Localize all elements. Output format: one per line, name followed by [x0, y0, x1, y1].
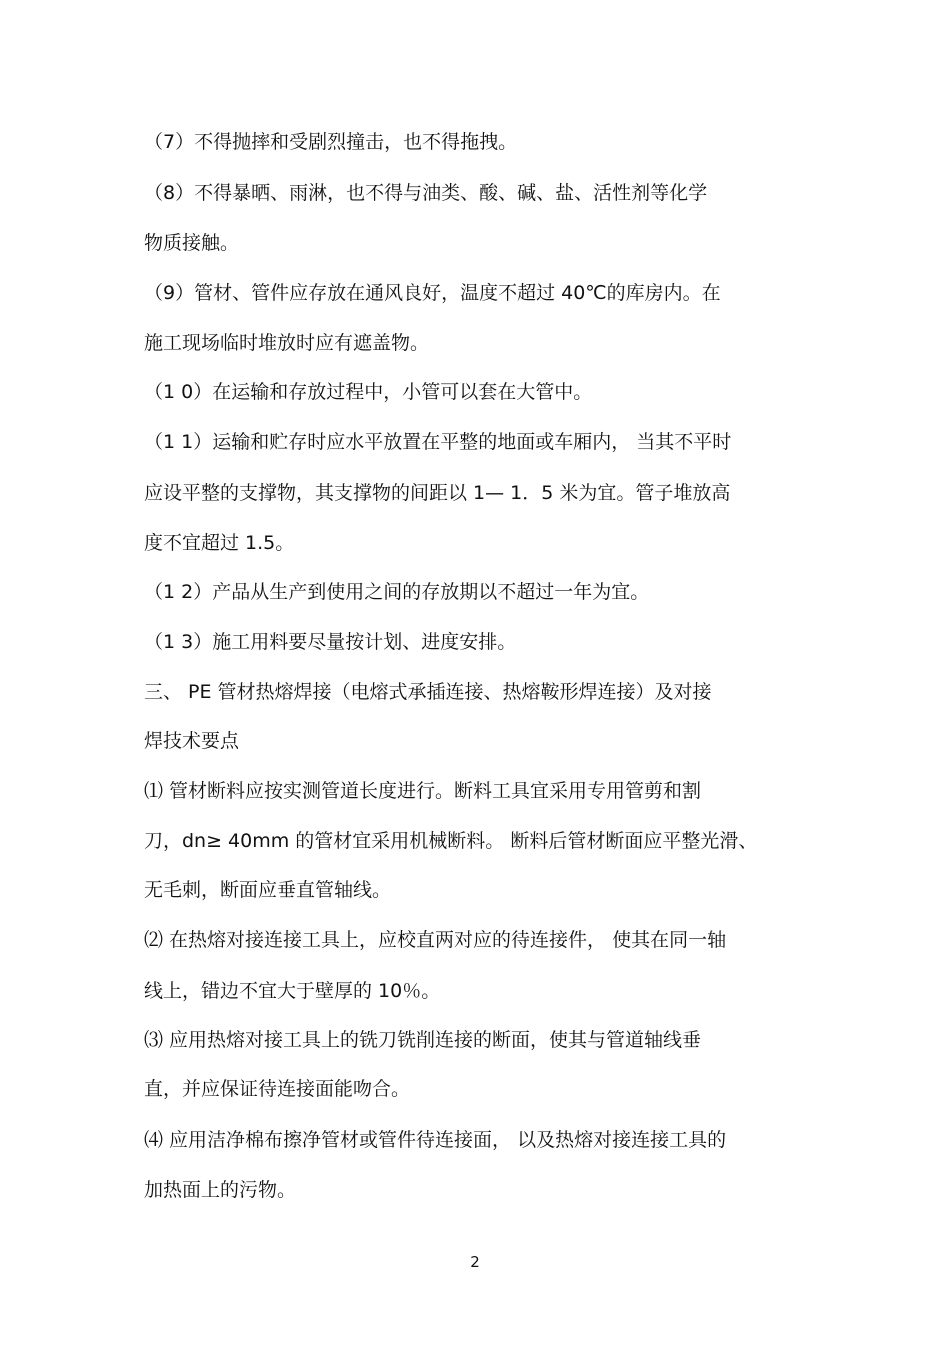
section-heading: 三、 PE 管材热熔焊接（电熔式承插连接、热熔鞍形焊连接）及对接 [144, 681, 712, 703]
text-line: ⑴ 管材断料应按实测管道长度进行。断料工具宜采用专用管剪和割 [144, 780, 702, 802]
page-number: 2 [470, 1253, 480, 1271]
text-line: ⑶ 应用热熔对接工具上的铣刀铣削连接的断面，使其与管道轴线垂 [144, 1029, 702, 1051]
text-line: （9）管材、管件应存放在通风良好，温度不超过 40℃的库房内。在 [144, 282, 721, 304]
text-line: 刀，dn≥ 40mm 的管材宜采用机械断料。 断料后管材断面应平整光滑、 [144, 830, 758, 852]
section-heading: 焊技术要点 [144, 730, 240, 752]
text-line: ⑷ 应用洁净棉布擦净管材或管件待连接面， 以及热熔对接连接工具的 [144, 1129, 727, 1151]
text-line: （1 2）产品从生产到使用之间的存放期以不超过一年为宜。 [144, 581, 650, 603]
text-line: 施工现场临时堆放时应有遮盖物。 [144, 332, 430, 354]
text-line: 度不宜超过 1.5。 [144, 532, 295, 554]
text-line: （8）不得暴晒、雨淋，也不得与油类、酸、碱、盐、活性剂等化学 [144, 182, 708, 204]
text-line: 线上，错边不宜大于壁厚的 10％。 [144, 980, 441, 1002]
text-line: ⑵ 在热熔对接连接工具上，应校直两对应的待连接件， 使其在同一轴 [144, 929, 727, 951]
text-line: （1 3）施工用料要尽量按计划、进度安排。 [144, 631, 517, 653]
text-line: 直，并应保证待连接面能吻合。 [144, 1078, 411, 1100]
text-line: 无毛刺，断面应垂直管轴线。 [144, 879, 392, 901]
text-line: 物质接触。 [144, 232, 240, 254]
text-line: 应设平整的支撑物，其支撑物的间距以 1— 1．5 米为宜。管子堆放高 [144, 482, 731, 504]
text-line: （7）不得抛摔和受剧烈撞击，也不得拖拽。 [144, 131, 518, 153]
text-line: （1 1）运输和贮存时应水平放置在平整的地面或车厢内， 当其不平时 [144, 431, 732, 453]
text-line: 加热面上的污物。 [144, 1179, 297, 1201]
text-line: （1 0）在运输和存放过程中，小管可以套在大管中。 [144, 381, 593, 403]
